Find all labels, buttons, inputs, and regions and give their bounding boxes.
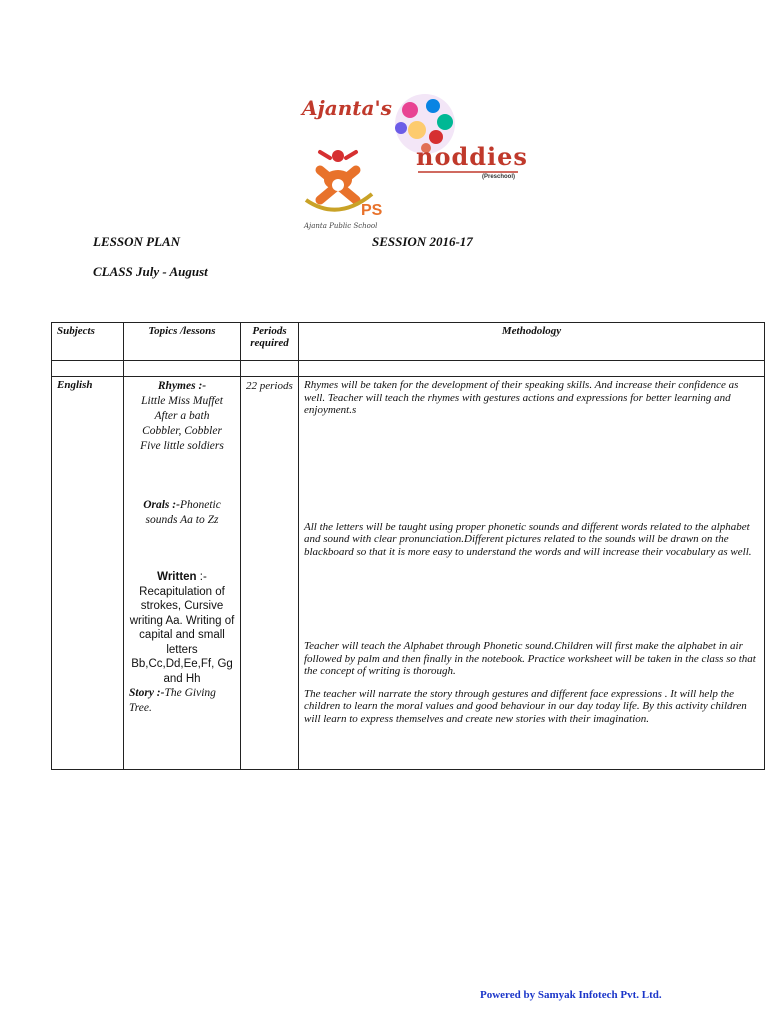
orals-block <box>129 498 235 528</box>
rhymes-title: Rhymes :- <box>157 380 207 392</box>
story-block <box>129 686 235 716</box>
orals-text: Phonetic sounds Aa to Zz <box>145 499 221 526</box>
written-title: Written <box>157 571 197 583</box>
method-rhymes: Rhymes will be taken for the development of their speaking skills. And increase their confidence as well. Teacher will teach the rhymes with gestures actions and expressions for better learning and enjoyment.s <box>304 379 739 416</box>
story-title: Story :- <box>129 687 165 699</box>
method-orals: All the letters will be taught using proper phonetic sounds and different words related to the alphabet and sound with clear pronunciation.Different pictures related to the sounds will be drawn on the blackboard so that it is more easy to understand the words and will increase their vocabulary as well. <box>304 520 752 558</box>
page-title: LESSON PLAN <box>93 234 181 249</box>
header-subjects: Subjects <box>52 323 124 361</box>
orals-title: Orals :- <box>143 499 180 511</box>
footer-credit: Powered by Samyak Infotech Pvt. Ltd. <box>480 989 662 1001</box>
rhyme-item: Cobbler, Cobbler <box>142 425 222 437</box>
header-methodology: Methodology <box>299 323 765 361</box>
method-written: Teacher will teach the Alphabet through Phonetic sound.Children will first make the alphabet in air followed by palm and then finally in the notebook. Practice worksheet will be taken in the class so that the concept of writing is thorough. <box>304 640 756 677</box>
method-story: The teacher will narrate the story through gestures and different face expressions . It will help the children to learn the moral values and good behaviour in our day today life. By this activity children will learn to express themselves and create new stories with their imagination. <box>304 687 747 725</box>
subject-cell: English <box>52 377 124 770</box>
methodology-cell <box>299 377 765 770</box>
rhymes-block <box>129 379 235 454</box>
school-logo <box>290 92 530 240</box>
rhyme-item: Five little soldiers <box>140 440 224 452</box>
logo-brand-text: Ajanta's <box>302 96 392 120</box>
rhyme-item: Little Miss Muffet <box>141 395 223 407</box>
table-spacer-row <box>52 361 765 377</box>
story-text: The Giving Tree. <box>129 687 216 714</box>
table-row <box>52 377 765 770</box>
logo-product-text: noddies <box>416 142 528 171</box>
header-periods: Periods required <box>241 323 299 361</box>
logo-product-tag: (Preschool) <box>482 174 516 180</box>
logo-mark-text: PS <box>361 202 383 219</box>
header-topics: Topics /lessons <box>124 323 241 361</box>
class-label: CLASS July - August <box>93 264 208 279</box>
periods-cell: 22 periods <box>241 377 299 770</box>
logo-school-name: Ajanta Public School <box>304 222 378 230</box>
table-header-row <box>52 323 765 361</box>
lesson-plan-table <box>51 322 765 770</box>
session-label: SESSION 2016-17 <box>372 234 473 249</box>
topics-cell <box>124 377 241 770</box>
rhyme-item: After a bath <box>154 410 210 422</box>
written-text: :- Recapitulation of strokes, Cursive writing Aa. Writing of capital and small letters Bb,Cc,Dd,Ee,Ff, Gg and Hh <box>129 571 235 685</box>
written-block <box>129 570 235 686</box>
